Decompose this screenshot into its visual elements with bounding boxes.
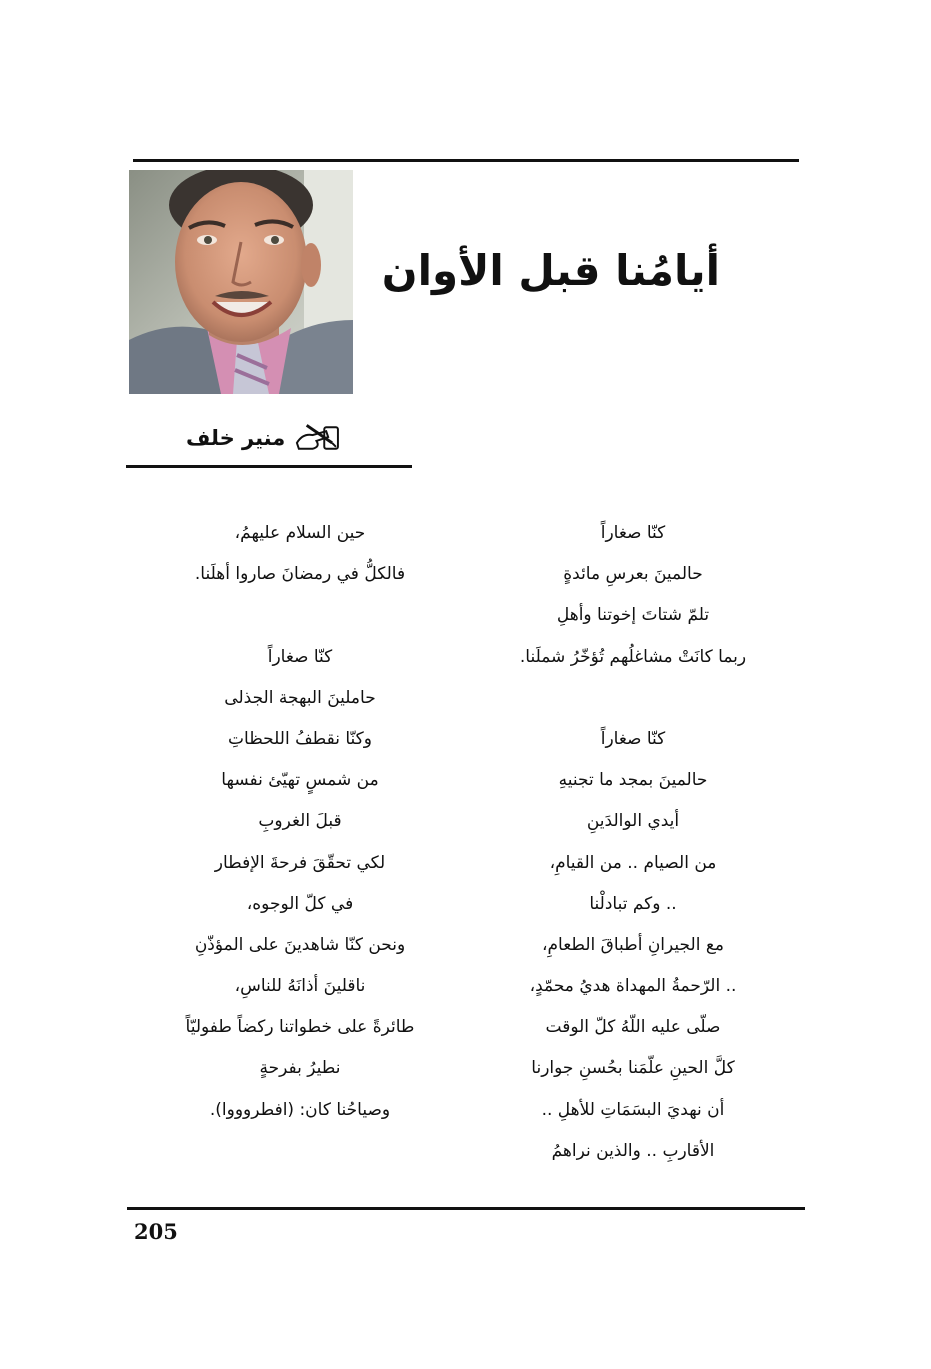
- writing-hand-icon: [293, 421, 346, 455]
- top-rule: [133, 159, 799, 162]
- poem-line: من شمسٍ تهيّئ نفسها: [221, 770, 379, 791]
- poem-line: ربما كانَتْ مشاغلُهم تُؤخّرُ شملَنا.: [519, 646, 747, 667]
- poem-line: فالكلُّ في رمضانَ صاروا أهلَنا.: [194, 564, 406, 585]
- portrait-image: [129, 170, 353, 394]
- poem-column-left: [150, 513, 450, 1131]
- stanza-break: [150, 595, 450, 636]
- stanza-break: [478, 678, 788, 719]
- poem-line: حاملينَ البهجة الجذلى: [224, 687, 376, 708]
- poem-line: قبلَ الغروبِ: [258, 811, 342, 832]
- poem-line: كنّا صغاراً: [600, 523, 666, 543]
- poem-line: ناقلينَ أذانَهُ للناسِ،: [234, 976, 366, 997]
- poem-title: أيامُنا قبل الأوان: [381, 246, 720, 295]
- poem-line: كلَّ الحينِ علّمَنا بحُسنِ جوارنا: [531, 1058, 735, 1079]
- poem-line: حالمينَ بعرسِ مائدةٍ: [563, 564, 703, 585]
- poem-column-right: [478, 513, 788, 1172]
- poem-line: كنّا صغاراً: [600, 728, 666, 749]
- poem-line: مع الجيرانِ أطباقَ الطعامِ،: [542, 934, 724, 955]
- poem-line: من الصيام .. من القيامِ،: [549, 852, 717, 873]
- author-portrait: [129, 170, 353, 394]
- poem-line: لكي تحقّقَ فرحةَ الإفطار: [214, 852, 386, 873]
- poem-line: أن نهديَ البسَمَاتِ للأهلِ ..: [541, 1099, 725, 1120]
- poem-line: وكنّا نقطفُ اللحظاتِ: [228, 728, 372, 749]
- poem-line: صلّى عليه اللّهُ كلّ الوقت: [545, 1017, 721, 1038]
- author-name: منير خلف: [186, 426, 286, 450]
- poem-line: ونحن كنّا شاهدينَ على المؤذّنِ: [194, 934, 406, 955]
- author-byline: [186, 420, 346, 456]
- poem-line: حالمينَ بمجد ما تجنيهِ: [558, 770, 708, 791]
- poem-line: في كلّ الوجوه،: [246, 893, 354, 914]
- poem-line: تلمّ شتاتَ إخوتنا وأهلِ: [556, 605, 710, 626]
- poem-line: الأقاربِ .. والذين نراهمُ: [551, 1140, 715, 1161]
- poem-line: كنّا صغاراً: [267, 646, 333, 667]
- poem-line: .. الرّحمةُ المهداة هديُ محمّدٍ،: [529, 976, 737, 997]
- author-rule: [126, 465, 412, 468]
- poem-line: حين السلام عليهمُ،: [234, 523, 366, 543]
- poem-line: .. وكم تبادلْنا: [589, 893, 677, 914]
- poem-line: وصياحُنا كان: (افطروووا).: [209, 1099, 391, 1120]
- bottom-rule: [127, 1207, 805, 1210]
- poem-line: أيدي الوالدَينِ: [586, 811, 680, 832]
- poem-line: طائرةً على خطواتنا ركضاً طفوليّاً: [185, 1017, 415, 1038]
- poem-line: نطيرُ بفرحةٍ: [259, 1058, 341, 1079]
- page-number: 205: [134, 1219, 178, 1244]
